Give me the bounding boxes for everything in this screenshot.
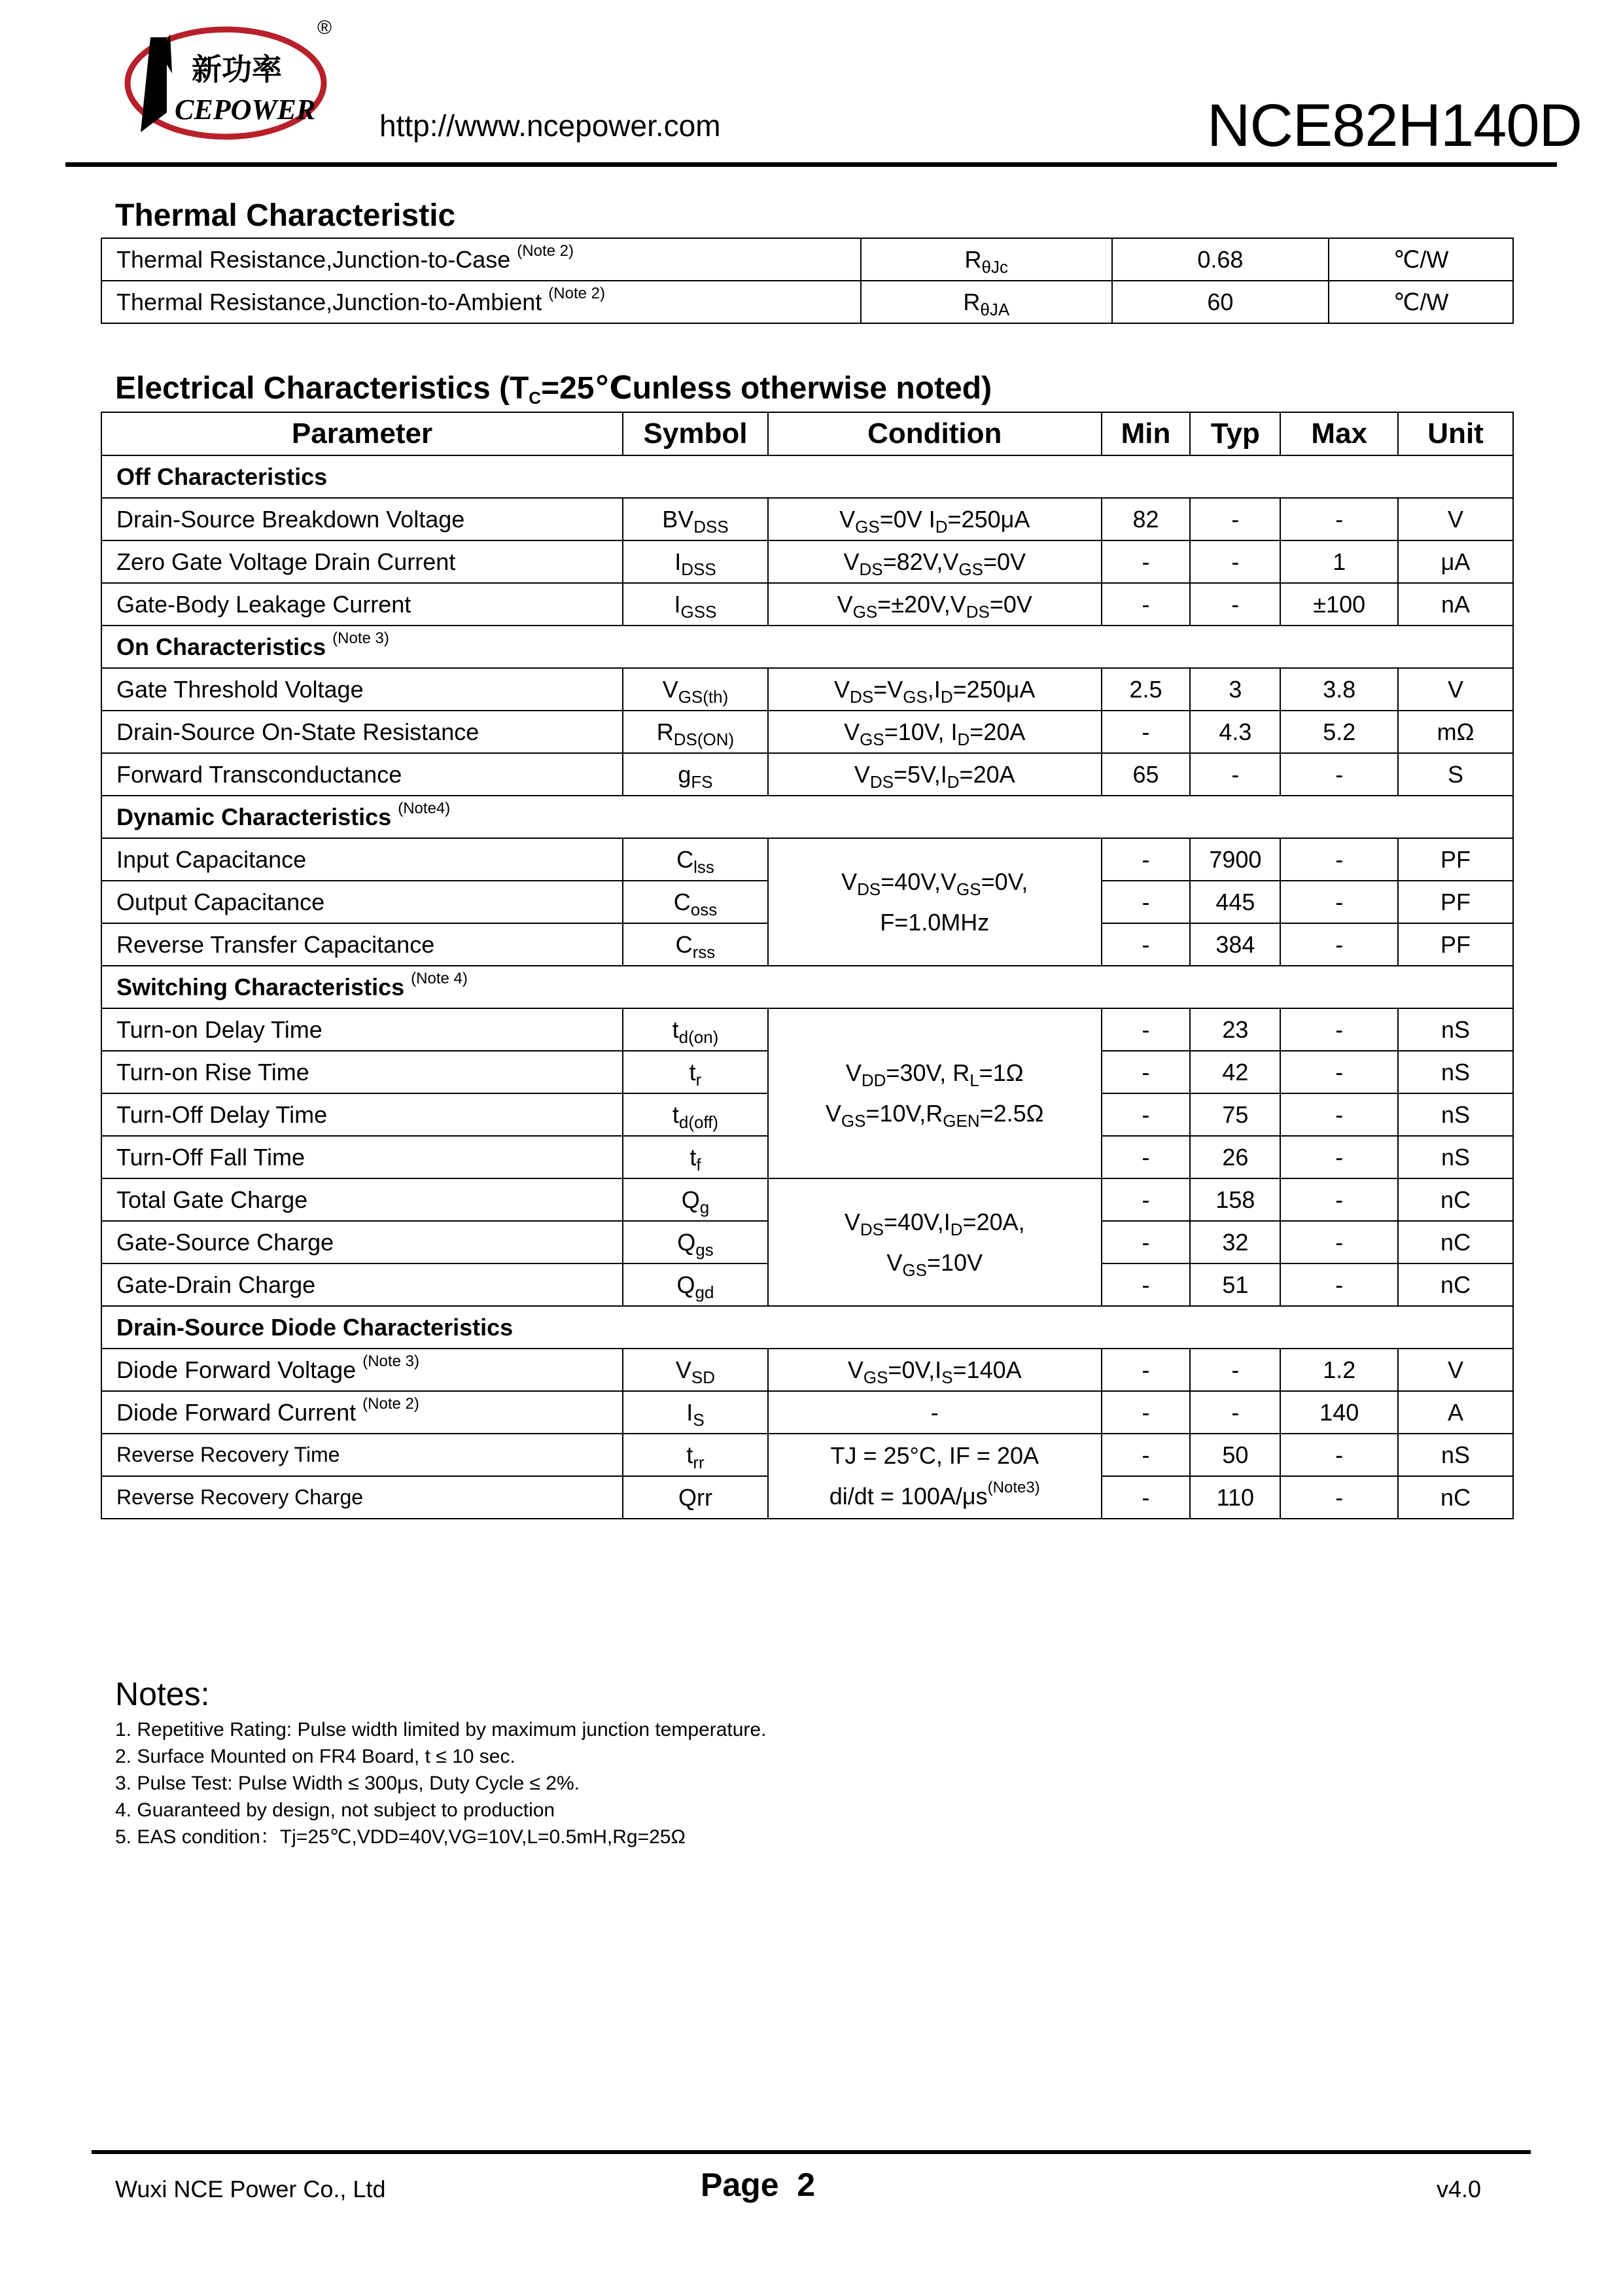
- unit: nS: [1398, 1434, 1513, 1476]
- max: -: [1280, 1263, 1398, 1306]
- unit: S: [1398, 753, 1513, 796]
- registered-mark: ®: [317, 17, 332, 39]
- unit: μA: [1398, 540, 1513, 583]
- max: 1.2: [1280, 1349, 1398, 1391]
- typ: 4.3: [1190, 711, 1280, 753]
- max: -: [1280, 1434, 1398, 1476]
- symbol: $t_f$: [623, 1136, 768, 1178]
- table-row: [101, 1391, 1513, 1434]
- param-label: Gate-Drain Charge: [101, 1263, 623, 1306]
- table-row: [101, 1349, 1513, 1391]
- header-row: [101, 412, 1513, 455]
- electrical-title: Electrical Characteristics ($T_C=25℃unless$ otherwise noted): [115, 371, 992, 408]
- unit: V: [1398, 1349, 1513, 1391]
- condition: -: [768, 1391, 1102, 1434]
- max: ±100: [1280, 583, 1398, 626]
- section-off: Off Characteristics: [101, 455, 1513, 498]
- model-number: NCE82H140D: [1207, 92, 1582, 159]
- typ: 158: [1190, 1178, 1280, 1221]
- symbol: $V_{SD}$: [623, 1349, 768, 1391]
- param-label: Turn-on Rise Time: [101, 1051, 623, 1093]
- typ: -: [1190, 753, 1280, 796]
- max: 5.2: [1280, 711, 1398, 753]
- min: -: [1102, 1476, 1191, 1519]
- table-row: [101, 1008, 1513, 1051]
- footer-divider: [92, 2150, 1531, 2154]
- min: -: [1102, 838, 1191, 881]
- note-item: 2. Surface Mounted on FR4 Board, t ≤ 10 sec.: [115, 1746, 515, 1767]
- typ: 75: [1190, 1093, 1280, 1136]
- param-label: Zero Gate Voltage Drain Current: [101, 540, 623, 583]
- value: 60: [1112, 281, 1329, 323]
- symbol: $t_{d(on)}$: [623, 1008, 768, 1051]
- max: -: [1280, 1221, 1398, 1263]
- table-row: [101, 838, 1513, 881]
- version: v4.0: [1437, 2176, 1482, 2202]
- symbol: $V_{GS(th)}$: [623, 668, 768, 711]
- page-number: Page 2: [701, 2166, 816, 2203]
- param-label: Reverse Recovery Time: [101, 1434, 623, 1476]
- condition: $V_{DS}=82V,V_{GS}=0V$: [768, 540, 1102, 583]
- param-label: Gate-Body Leakage Current: [101, 583, 623, 626]
- section-dynamic: Dynamic Characteristics $^{(Note4)}$: [101, 796, 1513, 838]
- section-row: [101, 796, 1513, 838]
- symbol-sub: θJA: [980, 299, 1010, 319]
- condition: $V_{GS}=0V$ $I_D=250\mu A$: [768, 498, 1102, 540]
- symbol: $t_{rr}$: [623, 1434, 768, 1476]
- param-label: Reverse Recovery Charge: [101, 1476, 623, 1519]
- min: -: [1102, 1178, 1191, 1221]
- min: -: [1102, 1391, 1191, 1434]
- typ: 3: [1190, 668, 1280, 711]
- min: -: [1102, 1093, 1191, 1136]
- symbol: $Q_{gd}$: [623, 1263, 768, 1306]
- typ: 23: [1190, 1008, 1280, 1051]
- condition: TJ = 25°C, IF = 20A $di/dt = 100A/\mu s^{(Note3)}$: [768, 1434, 1102, 1519]
- table-row: [101, 1178, 1513, 1221]
- symbol: $Q_{gs}$: [623, 1221, 768, 1263]
- typ: 445: [1190, 881, 1280, 923]
- note-item: 5. EAS condition：Tj=25℃,VDD=40V,VG=10V,L=0.5mH,Rg=25Ω: [115, 1826, 686, 1848]
- param-label: Diode Forward Voltage $^{(Note 3)}$: [101, 1349, 623, 1391]
- unit: ℃/W: [1329, 238, 1513, 281]
- typ: -: [1190, 1349, 1280, 1391]
- param-label: Output Capacitance: [101, 881, 623, 923]
- symbol-sub: θJc: [981, 256, 1008, 277]
- col-typ: Typ: [1190, 412, 1280, 455]
- param-label: Reverse Transfer Capacitance: [101, 923, 623, 966]
- table-row: [101, 753, 1513, 796]
- param-label: Gate Threshold Voltage: [101, 668, 623, 711]
- typ: 50: [1190, 1434, 1280, 1476]
- header-divider: [65, 162, 1557, 167]
- condition: $V_{GS}=\pm 20V,V_{DS}=0V$: [768, 583, 1102, 626]
- condition: $V_{DS}=5V,I_D=20A$: [768, 753, 1102, 796]
- typ: 7900: [1190, 838, 1280, 881]
- unit: nS: [1398, 1136, 1513, 1178]
- unit: nS: [1398, 1093, 1513, 1136]
- logo-text-en: CEPOWER: [175, 94, 316, 126]
- section-row: [101, 626, 1513, 668]
- min: -: [1102, 881, 1191, 923]
- max: -: [1280, 498, 1398, 540]
- min: -: [1102, 1434, 1191, 1476]
- min: -: [1102, 1008, 1191, 1051]
- symbol: $g_{FS}$: [623, 753, 768, 796]
- unit: nA: [1398, 583, 1513, 626]
- logo-text-cn: 新功率: [192, 52, 282, 87]
- symbol: $C_{oss}$: [623, 881, 768, 923]
- param-label: Thermal Resistance,Junction-to-Ambient: [116, 288, 542, 315]
- typ: 42: [1190, 1051, 1280, 1093]
- condition: $V_{GS}=0V,I_S=140A$: [768, 1349, 1102, 1391]
- thermal-table: [101, 238, 1514, 324]
- symbol: $I_{DSS}$: [623, 540, 768, 583]
- unit: PF: [1398, 881, 1513, 923]
- max: -: [1280, 1008, 1398, 1051]
- note-item: 3. Pulse Test: Pulse Width ≤ 300μs, Duty Cycle ≤ 2%.: [115, 1773, 580, 1794]
- notes-list: [115, 1716, 766, 1850]
- symbol: $t_r$: [623, 1051, 768, 1093]
- unit: nC: [1398, 1263, 1513, 1306]
- min: -: [1102, 1349, 1191, 1391]
- typ: 26: [1190, 1136, 1280, 1178]
- table-row: [101, 668, 1513, 711]
- min: -: [1102, 540, 1191, 583]
- value: 0.68: [1112, 238, 1329, 281]
- typ: 32: [1190, 1221, 1280, 1263]
- section-on: On Characteristics $^{(Note 3)}$: [101, 626, 1513, 668]
- unit: nC: [1398, 1178, 1513, 1221]
- electrical-table: [101, 412, 1514, 1519]
- company-name: Wuxi NCE Power Co., Ltd: [115, 2176, 386, 2202]
- unit: A: [1398, 1391, 1513, 1434]
- max: -: [1280, 881, 1398, 923]
- typ: 51: [1190, 1263, 1280, 1306]
- max: -: [1280, 1051, 1398, 1093]
- col-symbol: Symbol: [623, 412, 768, 455]
- max: -: [1280, 1178, 1398, 1221]
- table-row: [101, 583, 1513, 626]
- param-label: Drain-Source Breakdown Voltage: [101, 498, 623, 540]
- section-row: [101, 966, 1513, 1008]
- condition: $V_{DS}=V_{GS},I_D=250\mu A$: [768, 668, 1102, 711]
- symbol: $I_{GSS}$: [623, 583, 768, 626]
- symbol: $C_{rss}$: [623, 923, 768, 966]
- min: -: [1102, 583, 1191, 626]
- min: 65: [1102, 753, 1191, 796]
- symbol: $I_S$: [623, 1391, 768, 1434]
- note-item: 1. Repetitive Rating: Pulse width limited by maximum junction temperature.: [115, 1719, 767, 1740]
- typ: 110: [1190, 1476, 1280, 1519]
- col-parameter: Parameter: [101, 412, 623, 455]
- typ: 384: [1190, 923, 1280, 966]
- min: 82: [1102, 498, 1191, 540]
- min: -: [1102, 1221, 1191, 1263]
- max: 3.8: [1280, 668, 1398, 711]
- param-label: Turn-Off Fall Time: [101, 1136, 623, 1178]
- param-label: Total Gate Charge: [101, 1178, 623, 1221]
- max: 140: [1280, 1391, 1398, 1434]
- col-min: Min: [1102, 412, 1191, 455]
- condition: $V_{DS}=40V,I_D=20A$, $V_{GS}=10V$: [768, 1178, 1102, 1306]
- note-ref: (Note 2): [517, 241, 574, 260]
- max: -: [1280, 1136, 1398, 1178]
- thermal-title: Thermal Characteristic: [115, 198, 456, 233]
- param-label: Gate-Source Charge: [101, 1221, 623, 1263]
- max: -: [1280, 1476, 1398, 1519]
- table-row: [101, 1434, 1513, 1476]
- max: -: [1280, 1093, 1398, 1136]
- col-condition: Condition: [768, 412, 1102, 455]
- col-max: Max: [1280, 412, 1398, 455]
- min: -: [1102, 1263, 1191, 1306]
- symbol: R: [964, 245, 982, 273]
- unit: PF: [1398, 838, 1513, 881]
- typ: -: [1190, 1391, 1280, 1434]
- min: -: [1102, 711, 1191, 753]
- table-row: [101, 540, 1513, 583]
- note-ref: (Note 2): [548, 284, 605, 302]
- unit: V: [1398, 498, 1513, 540]
- max: -: [1280, 838, 1398, 881]
- min: 2.5: [1102, 668, 1191, 711]
- company-logo: [121, 14, 340, 147]
- table-row: [101, 711, 1513, 753]
- symbol: $Q_g$: [623, 1178, 768, 1221]
- min: -: [1102, 923, 1191, 966]
- condition: $V_{DS}=40V,V_{GS}=0V$, F=1.0MHz: [768, 838, 1102, 966]
- typ: -: [1190, 498, 1280, 540]
- max: -: [1280, 753, 1398, 796]
- section-row: [101, 455, 1513, 498]
- notes-title: Notes:: [115, 1676, 210, 1712]
- param-label: Turn-on Delay Time: [101, 1008, 623, 1051]
- unit: nS: [1398, 1051, 1513, 1093]
- param-label: Forward Transconductance: [101, 753, 623, 796]
- section-diode: Drain-Source Diode Characteristics: [101, 1306, 1513, 1349]
- symbol: R: [963, 288, 981, 315]
- param-label: Thermal Resistance,Junction-to-Case: [116, 245, 511, 273]
- unit: V: [1398, 668, 1513, 711]
- param-label: Diode Forward Current $^{(Note 2)}$: [101, 1391, 623, 1434]
- param-label: Turn-Off Delay Time: [101, 1093, 623, 1136]
- symbol: $C_{lss}$: [623, 838, 768, 881]
- table-row: [101, 238, 1513, 281]
- symbol: $R_{DS(ON)}$: [623, 711, 768, 753]
- unit: nS: [1398, 1008, 1513, 1051]
- typ: -: [1190, 540, 1280, 583]
- unit: ℃/W: [1329, 281, 1513, 323]
- table-row: [101, 281, 1513, 323]
- min: -: [1102, 1051, 1191, 1093]
- max: -: [1280, 923, 1398, 966]
- unit: PF: [1398, 923, 1513, 966]
- symbol: Qrr: [623, 1476, 768, 1519]
- unit: nC: [1398, 1476, 1513, 1519]
- note-item: 4. Guaranteed by design, not subject to production: [115, 1799, 555, 1821]
- param-label: Drain-Source On-State Resistance: [101, 711, 623, 753]
- param-label: Input Capacitance: [101, 838, 623, 881]
- condition: $V_{GS}=10V$, $I_D=20A$: [768, 711, 1102, 753]
- section-row: [101, 1306, 1513, 1349]
- col-unit: Unit: [1398, 412, 1513, 455]
- section-switching: Switching Characteristics $^{(Note 4)}$: [101, 966, 1513, 1008]
- max: 1: [1280, 540, 1398, 583]
- unit: mΩ: [1398, 711, 1513, 753]
- min: -: [1102, 1136, 1191, 1178]
- unit: nC: [1398, 1221, 1513, 1263]
- typ: -: [1190, 583, 1280, 626]
- website-url[interactable]: http://www.ncepower.com: [379, 109, 721, 143]
- symbol: $t_{d(off)}$: [623, 1093, 768, 1136]
- condition: $V_{DD}=30V$, $R_L=1\Omega$ $V_{GS}=10V,R_{GEN}=2.5\Omega$: [768, 1008, 1102, 1178]
- table-row: [101, 498, 1513, 540]
- symbol: $BV_{DSS}$: [623, 498, 768, 540]
